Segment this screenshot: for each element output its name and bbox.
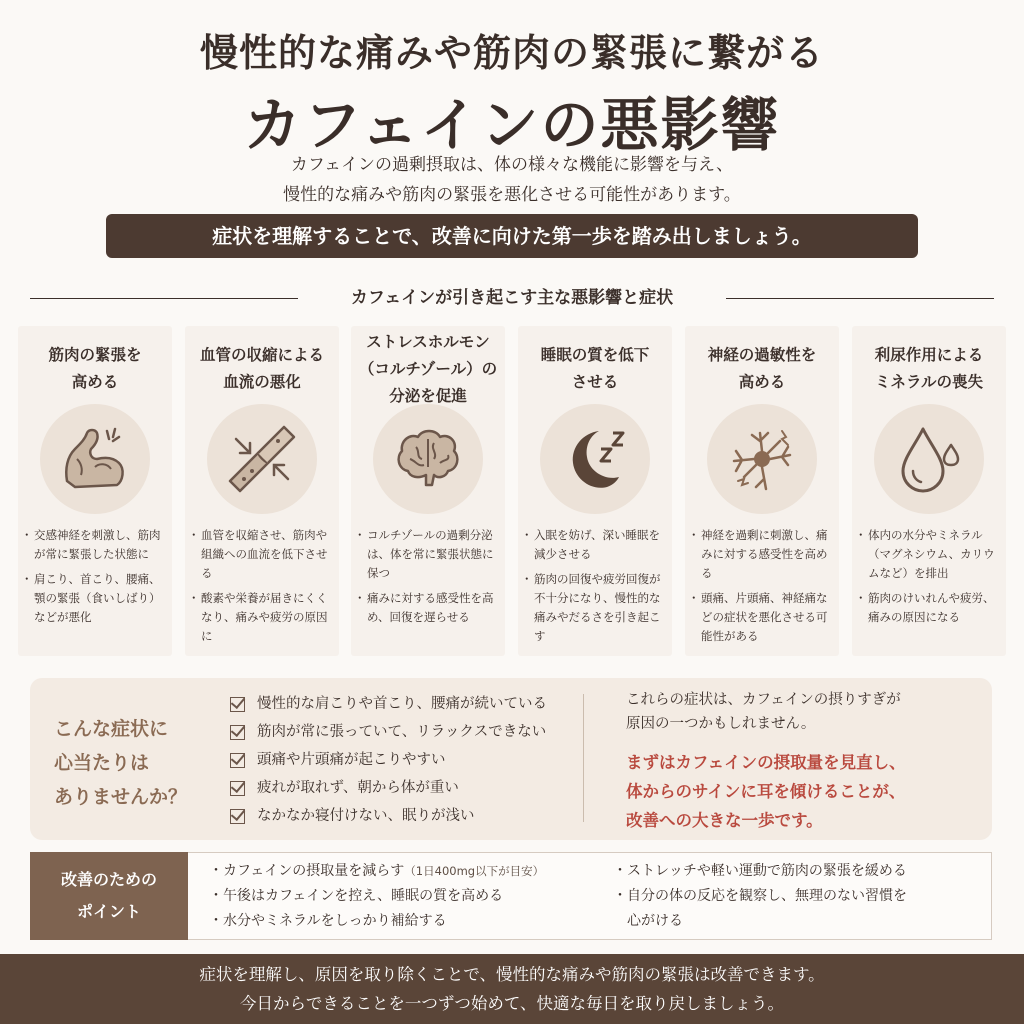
card-point: ・ 血管を収縮させ、筋肉や組織への血流を低下させる: [191, 526, 337, 583]
improvement-list-left: [209, 859, 609, 934]
improvement-item: ・水分やミネラルをしっかり補給する: [209, 913, 447, 929]
improvement-list-right: [613, 859, 973, 934]
effect-card-muscle: [18, 326, 172, 656]
improvement-item: [209, 859, 609, 884]
checklist-item: [230, 690, 547, 718]
card-icon-circle: [540, 404, 650, 514]
improvement-item: ・ストレッチや軽い運動で筋肉の緊張を緩める: [613, 863, 907, 879]
brain-icon: [388, 419, 468, 499]
improvement-points: [30, 852, 992, 940]
card-point: ・ 痛みに対する感受性を高め、回復を遅らせる: [357, 589, 503, 627]
symptom-checklist-panel: [30, 678, 992, 840]
moon-zzz-icon: [555, 419, 635, 499]
effect-card-sleep: [518, 326, 672, 656]
improvement-item-continued: 心がける: [627, 913, 683, 929]
checklist-item-label: なかなか寝付けない、眠りが浅い: [257, 808, 475, 824]
checklist-item-label: 頭痛や片頭痛が起こりやすい: [257, 752, 446, 768]
section-heading: [30, 286, 994, 310]
card-point: ・ 筋肉の回復や疲労回復が不十分になり、慢性的な痛みやだるさを引き起こす: [524, 570, 670, 646]
effect-card-nerve: [685, 326, 839, 656]
checklist-item: [230, 802, 547, 830]
checklist: [230, 690, 547, 830]
intro-line1: カフェインの過剰摂取は、体の様々な機能に影響を与え、: [290, 155, 734, 175]
page-title: カフェインの悪影響: [243, 91, 781, 159]
footer-message: [0, 954, 1024, 1024]
effect-card-minerals: [852, 326, 1006, 656]
checkbox-checked-icon: [230, 697, 245, 712]
footer-line2: 今日からできることを一つずつ始めて、快適な毎日を取り戻しましょう。: [239, 994, 784, 1013]
card-points: [524, 526, 670, 652]
checklist-item: [230, 774, 547, 802]
improvement-item-text: ・カフェインの摂取量を減らす: [209, 863, 405, 879]
checkbox-checked-icon: [230, 753, 245, 768]
effect-card-bloodflow: [185, 326, 339, 656]
section-title: カフェインが引き起こす主な悪影響と症状: [350, 288, 674, 308]
flexed-arm-icon: [55, 419, 135, 499]
checklist-note: [626, 688, 976, 835]
card-point: ・ 入眠を妨げ、深い睡眠を減少させる: [524, 526, 670, 564]
checkbox-checked-icon: [230, 809, 245, 824]
checkbox-checked-icon: [230, 725, 245, 740]
page-title-line1: 慢性的な痛みや筋肉の緊張に繋がる: [199, 30, 824, 75]
card-points: [191, 526, 337, 652]
improvement-item-note: （1日400mg以下が目安）: [404, 864, 545, 878]
checkbox-checked-icon: [230, 781, 245, 796]
card-title: 血管の収縮による 血流の悪化: [199, 346, 324, 391]
checklist-item-label: 筋肉が常に張っていて、リラックスできない: [257, 724, 547, 740]
card-point: ・ 体内の水分やミネラル（マグネシウム、カリウムなど）を排出: [858, 526, 1004, 583]
footer-line1: 症状を理解し、原因を取り除くことで、慢性的な痛みや筋肉の緊張は改善できます。: [199, 965, 825, 984]
checklist-question: こんな症状に 心当たりは ありませんか？: [54, 718, 188, 808]
card-point: ・ 交感神経を刺激し、筋肉が常に緊張した状態に: [24, 526, 170, 564]
card-point: ・ 筋肉のけいれんや疲労、痛みの原因になる: [858, 589, 1004, 627]
checklist-divider: [583, 694, 584, 822]
effect-card-stress-hormone: [351, 326, 505, 656]
card-point: ・ コルチゾールの過剰分泌は、体を常に緊張状態に保つ: [357, 526, 503, 583]
note-emphasis: まずはカフェインの摂取量を見直し、 体からのサインに耳を傾けることが、 改善への大きな一歩です。: [626, 753, 906, 830]
note-text: これらの症状は、カフェインの摂りすぎが 原因の一つかもしれません。: [626, 692, 901, 732]
checklist-item: [230, 746, 547, 774]
checklist-item: [230, 718, 547, 746]
effect-cards: [18, 326, 1006, 656]
intro-line2: 慢性的な痛みや筋肉の緊張を悪化させる可能性があります。: [283, 185, 741, 205]
card-icon-circle: [373, 404, 483, 514]
card-point: ・ 酸素や栄養が届きにくくなり、痛みや疲労の原因に: [191, 589, 337, 646]
water-drop-icon: [889, 419, 969, 499]
card-title: 利尿作用による ミネラルの喪失: [874, 346, 984, 391]
improvement-label: 改善のための ポイント: [30, 852, 188, 940]
card-icon-circle: [207, 404, 317, 514]
improvement-item: ・午後はカフェインを控え、睡眠の質を高める: [209, 888, 504, 904]
card-points: [357, 526, 503, 633]
card-point: ・ 神経を過剰に刺激し、痛みに対する感受性を高める: [691, 526, 837, 583]
card-points: [24, 526, 170, 633]
card-icon-circle: [40, 404, 150, 514]
card-title: 睡眠の質を低下 させる: [540, 346, 650, 391]
card-point: ・ 頭痛、片頭痛、神経痛などの症状を悪化させる可能性がある: [691, 589, 837, 646]
card-title: 筋肉の緊張を 高める: [48, 346, 142, 391]
card-point: ・ 肩こり、首こり、腰痛、顎の緊張（食いしばり）などが悪化: [24, 570, 170, 627]
checklist-item-label: 疲れが取れず、朝から体が重い: [257, 780, 459, 796]
card-title: ストレスホルモン （コルチゾール）の 分泌を促進: [358, 332, 498, 405]
section-rule-right: [726, 298, 994, 299]
card-icon-circle: [874, 404, 984, 514]
card-title: 神経の過敏性を 高める: [707, 346, 817, 391]
card-points: [858, 526, 1004, 633]
card-points: [691, 526, 837, 652]
intro-text: [0, 150, 1024, 210]
improvement-item: ・自分の体の反応を観察し、無理のない習慣を: [613, 888, 907, 904]
message-banner: 症状を理解することで、改善に向けた第一歩を踏み出しましょう。: [106, 214, 918, 258]
neuron-icon: [722, 419, 802, 499]
checklist-item-label: 慢性的な肩こりや首こり、腰痛が続いている: [257, 696, 547, 712]
card-icon-circle: [707, 404, 817, 514]
constricted-vessel-icon: [222, 419, 302, 499]
